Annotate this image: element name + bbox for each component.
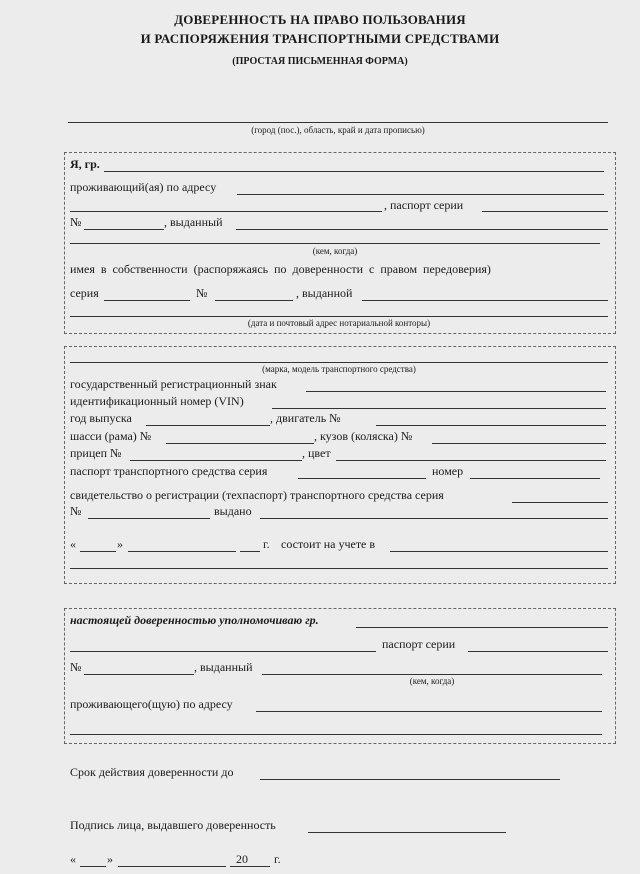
vehicle-passport-label: паспорт транспортного средства серия [70, 464, 268, 478]
signature-field[interactable] [308, 832, 506, 833]
vehicle-model-field[interactable] [70, 362, 608, 363]
registered-at-field[interactable] [390, 551, 608, 552]
principal-name-field[interactable] [104, 171, 604, 172]
attorney-issued-label: , выданный [194, 660, 253, 674]
footer-year-prefix: 20 [236, 852, 248, 866]
chassis-field[interactable] [166, 443, 314, 444]
footer-date-close-quote: » [107, 852, 113, 866]
footer-date-day-field[interactable] [80, 866, 106, 867]
registration-issued-field[interactable] [260, 518, 608, 519]
principal-passport-number-label: № [70, 215, 82, 229]
vehicle-passport-series-field[interactable] [298, 478, 426, 479]
authorize-label: настоящей доверенностью уполномочиваю гр. [70, 613, 319, 627]
reg-date-close-quote: » [117, 537, 123, 551]
registration-cert-number-label: № [70, 504, 82, 518]
ownership-number-label: № [196, 286, 208, 300]
engine-field[interactable] [376, 425, 606, 426]
ownership-series-field[interactable] [104, 300, 190, 301]
reg-date-day-field[interactable] [80, 551, 116, 552]
document-title-line1: ДОВЕРЕННОСТЬ НА ПРАВО ПОЛЬЗОВАНИЯ [174, 12, 466, 27]
document-subtitle: (ПРОСТАЯ ПИСЬМЕННАЯ ФОРМА) [232, 56, 408, 67]
year-label: год выпуска [70, 411, 132, 425]
color-field[interactable] [336, 460, 606, 461]
attorney-passport-number-label: № [70, 660, 82, 674]
attorney-passport-number-field[interactable] [84, 674, 194, 675]
principal-issued-label: , выданный [164, 215, 223, 229]
registration-cert-number-field[interactable] [88, 518, 210, 519]
notary-caption: (дата и почтовый адрес нотариальной конторы) [247, 318, 431, 328]
document-title-line2: И РАСПОРЯЖЕНИЯ ТРАНСПОРТНЫМИ СРЕДСТВАМИ [140, 31, 500, 46]
registered-at-field-2[interactable] [70, 568, 608, 569]
attorney-name-field[interactable] [356, 627, 608, 628]
registration-cert-series-field[interactable] [512, 502, 608, 503]
vehicle-model-caption: (марка, модель транспортного средства) [262, 364, 416, 374]
reg-date-open-quote: « [70, 537, 76, 551]
body-field[interactable] [432, 443, 606, 444]
principal-issued-caption: (кем, когда) [312, 246, 358, 256]
reg-date-year-suffix: г. [263, 537, 270, 551]
registration-cert-label: свидетельство о регистрации (техпаспорт) транспортного средства серия [70, 488, 444, 502]
signature-label: Подпись лица, выдавшего доверенность [70, 818, 276, 832]
attorney-address-label: проживающего(щую) по адресу [70, 697, 233, 711]
footer-date-month-field[interactable] [118, 866, 226, 867]
trailer-field[interactable] [130, 460, 302, 461]
vin-label: идентификационный номер (VIN) [70, 394, 244, 408]
engine-label: , двигатель № [270, 411, 341, 425]
registration-issued-label: выдано [214, 504, 252, 518]
attorney-passport-series-label: паспорт серии [382, 637, 456, 651]
ownership-issued-field[interactable] [362, 300, 608, 301]
principal-passport-number-field[interactable] [84, 229, 164, 230]
year-field[interactable] [146, 425, 270, 426]
validity-label: Срок действия доверенности до [70, 765, 234, 779]
principal-address-field[interactable] [237, 194, 604, 195]
place-date-field[interactable] [68, 122, 608, 123]
registered-at-label: состоит на учете в [281, 537, 376, 551]
chassis-label: шасси (рама) № [70, 429, 152, 443]
vehicle-passport-number-field[interactable] [470, 478, 600, 479]
vin-field[interactable] [272, 408, 606, 409]
attorney-name-field-2[interactable] [70, 651, 376, 652]
attorney-address-field[interactable] [256, 711, 602, 712]
ownership-series-label: серия [70, 286, 99, 300]
principal-address-field-2[interactable] [70, 211, 382, 212]
i-citizen-label: Я, гр. [70, 157, 100, 171]
trailer-label: прицеп № [70, 446, 122, 460]
principal-address-label: проживающий(ая) по адресу [70, 180, 217, 194]
attorney-issued-field[interactable] [262, 674, 602, 675]
principal-passport-series-field[interactable] [482, 211, 608, 212]
attorney-issued-caption: (кем, когда) [409, 676, 455, 686]
ownership-statement: имея в собственности (распоряжаясь по доверенности с правом передоверия) [70, 262, 491, 276]
vehicle-passport-number-label: номер [432, 464, 464, 478]
reg-sign-label: государственный регистрационный знак [70, 377, 277, 391]
footer-date-open-quote: « [70, 852, 76, 866]
reg-date-year-field[interactable] [240, 551, 260, 552]
principal-issued-field-2[interactable] [70, 243, 600, 244]
body-label: , кузов (коляска) № [314, 429, 413, 443]
notary-field[interactable] [70, 316, 608, 317]
reg-sign-field[interactable] [306, 391, 606, 392]
principal-passport-series-label: , паспорт серии [384, 198, 464, 212]
footer-date-year-field[interactable] [230, 866, 270, 867]
ownership-number-field[interactable] [215, 300, 293, 301]
principal-issued-field[interactable] [236, 229, 608, 230]
attorney-address-field-2[interactable] [70, 734, 602, 735]
reg-date-month-field[interactable] [128, 551, 236, 552]
color-label: , цвет [302, 446, 331, 460]
attorney-passport-series-field[interactable] [468, 651, 608, 652]
ownership-issued-label: , выданной [296, 286, 353, 300]
validity-field[interactable] [260, 779, 560, 780]
footer-year-suffix: г. [274, 852, 281, 866]
place-date-caption: (город (пос.), область, край и дата прописью) [251, 125, 425, 135]
